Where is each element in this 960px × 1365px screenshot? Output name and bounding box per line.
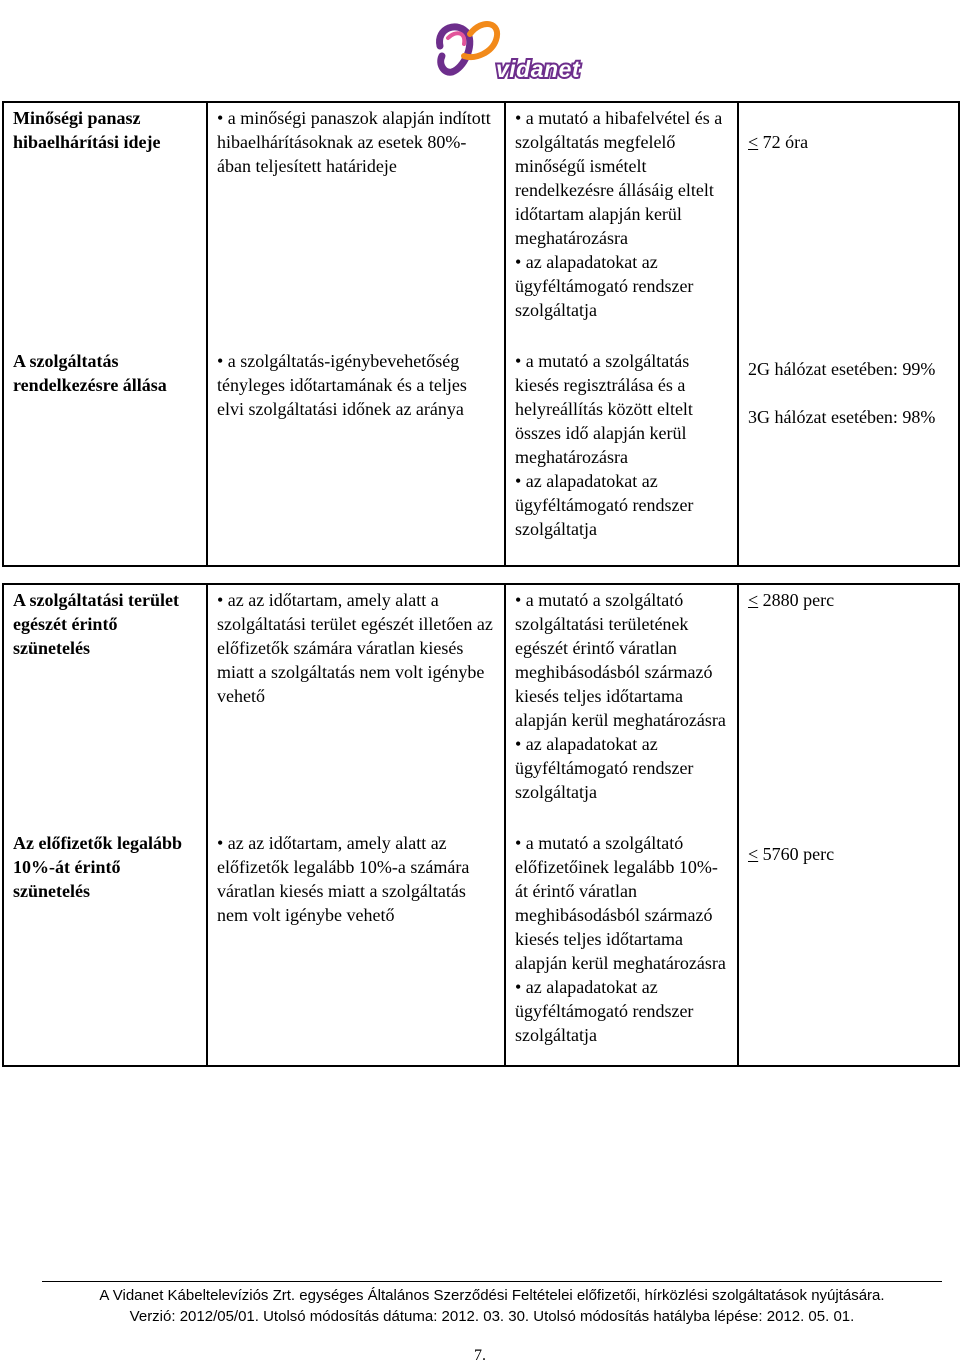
method-availability: • a mutató a szolgáltatás kiesés regisztrálása és a helyreállítás között eltelt összes idő alapján kerül meghatározásra • az alapadatokat az ügyféltámogató rendszer szolgáltatja xyxy=(515,351,694,539)
target-value: 2880 perc xyxy=(758,590,835,610)
target-availability xyxy=(739,343,958,429)
target-3g: 3G hálózat esetében: 98% xyxy=(748,407,936,427)
page-footer xyxy=(42,1281,942,1327)
less-or-equal-sign: < xyxy=(748,590,759,610)
metric-complaint-repair: Minőségi panasz hibaelhárítási ideje xyxy=(13,108,161,152)
target-ten-percent-outage xyxy=(739,828,958,866)
target-cell xyxy=(738,102,959,566)
table-row xyxy=(3,584,959,1066)
method-full-area-outage: • a mutató a szolgáltató szolgáltatási területének egészét érintő váratlan meghibásodásból származó kiesés teljes időtartama alapján kerül meghatározásra • az alapadatokat az ügyféltámogató rendszer szolgáltatja xyxy=(515,590,726,802)
definition-ten-percent-outage: • az az időtartam, amely alatt az előfizetők legalább 10%-a számára váratlan kiesés miatt a szolgáltatás nem volt igénybe vehető xyxy=(217,833,470,925)
method-ten-percent-outage: • a mutató a szolgáltató előfizetőinek legalább 10%-át érintő váratlan meghibásodásból származó kiesés teljes időtartama alapján kerül meghatározásra • az alapadatokat az ügyféltámogató rendszer szolgáltatja xyxy=(515,833,726,1045)
less-or-equal-sign: < xyxy=(748,844,759,864)
target-complaint-repair xyxy=(739,103,958,343)
logo-wordmark: vidanet xyxy=(496,56,581,82)
less-or-equal-sign: < xyxy=(748,132,759,152)
target-cell xyxy=(738,584,959,1066)
footer-line-2: Verzió: 2012/05/01. Utolsó módosítás dátuma: 2012. 03. 30. Utolsó módosítás hatályba lépése: 2012. 05. 01. xyxy=(129,1308,855,1325)
page-number: 7. xyxy=(474,1347,486,1364)
metric-ten-percent-outage: Az előfizetők legalább 10%-át érintő szünetelés xyxy=(13,833,182,901)
definition-complaint-repair: • a minőségi panaszok alapján indított hibaelhárításoknak az esetek 80%-ában teljesített határideje xyxy=(217,108,491,176)
target-2g: 2G hálózat esetében: 99% xyxy=(748,359,936,379)
definition-availability: • a szolgáltatás-igénybevehetőség tényleges időtartamának és a teljes elvi szolgáltatási időnek az aránya xyxy=(217,351,467,419)
method-complaint-repair: • a mutató a hibafelvétel és a szolgáltatás megfelelő minőségű ismételt rendelkezésre állásáig eltelt időtartam alapján kerül meghatározásra • az alapadatokat az ügyféltámogató rendszer szolgáltatja xyxy=(515,108,723,320)
target-value: 5760 perc xyxy=(758,844,835,864)
metric-cell xyxy=(3,102,207,566)
target-value: 72 óra xyxy=(758,132,809,152)
method-cell xyxy=(505,584,738,1066)
metric-availability: A szolgáltatás rendelkezésre állása xyxy=(13,351,167,395)
quality-table-1 xyxy=(2,101,960,567)
metric-full-area-outage: A szolgáltatási terület egészét érintő szünetelés xyxy=(13,590,179,658)
definition-cell xyxy=(207,584,505,1066)
quality-table-2 xyxy=(2,583,960,1067)
footer-line-1: A Vidanet Kábeltelevíziós Zrt. egységes Általános Szerződési Feltételei előfizetői, hírközlési szolgáltatások nyújtására. xyxy=(99,1287,885,1304)
target-full-area-outage xyxy=(739,585,958,828)
definition-full-area-outage: • az az időtartam, amely alatt a szolgáltatási terület egészét illetően az előfizetők számára váratlan kiesés miatt a szolgáltatás nem volt igénybe vehető xyxy=(217,590,493,706)
metric-cell xyxy=(3,584,207,1066)
definition-cell xyxy=(207,102,505,566)
method-cell xyxy=(505,102,738,566)
table-row xyxy=(3,102,959,566)
